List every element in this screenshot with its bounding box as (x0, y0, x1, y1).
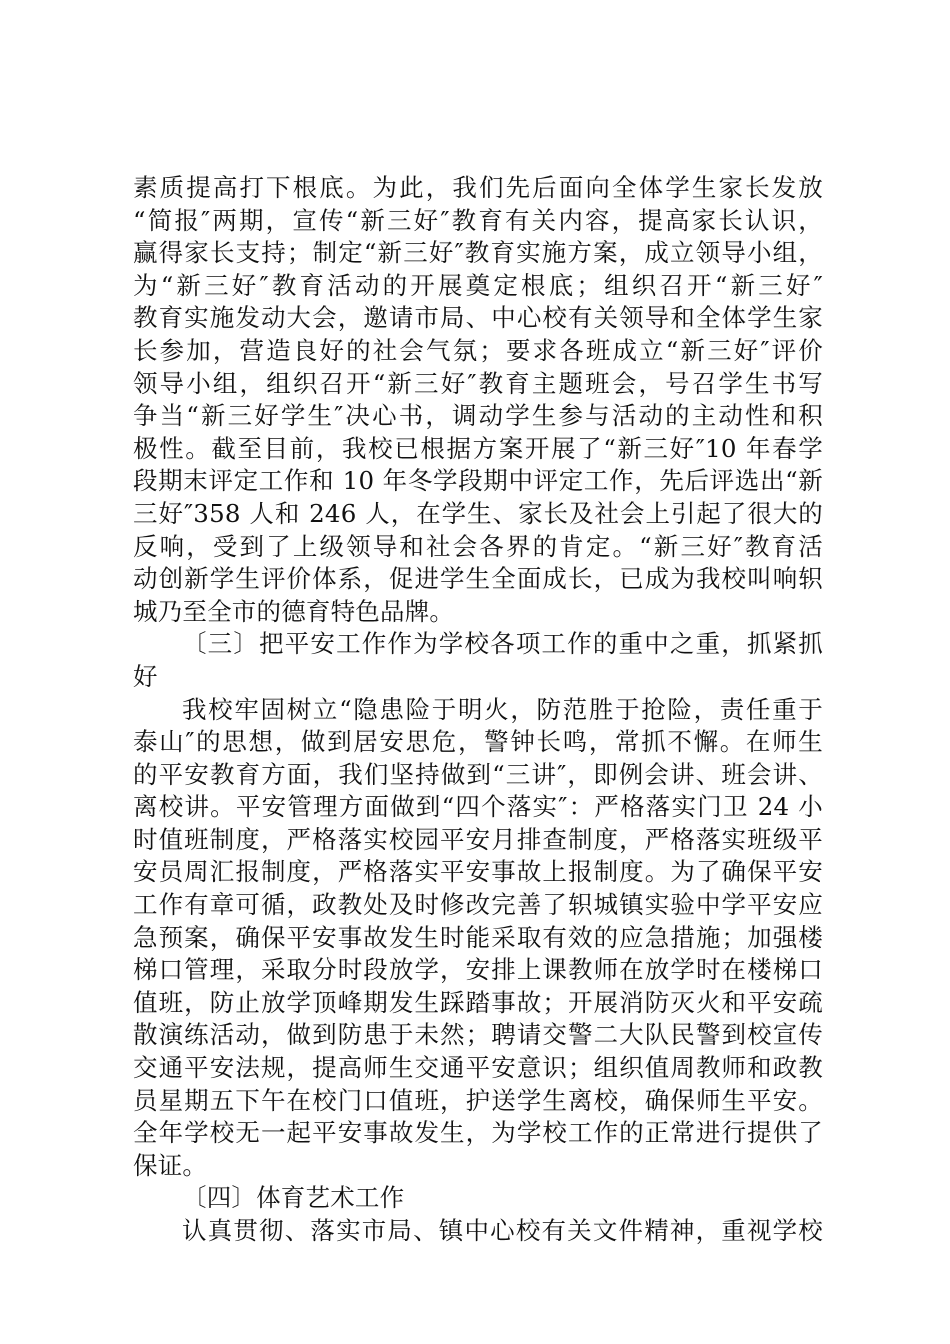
text-line: 散演练活动，做到防患于未然；聘请交警二大队民警到校宣传 (133, 1020, 823, 1050)
text-line: 教育实施发动大会，邀请市局、中心校有关领导和全体学生家 (133, 303, 823, 333)
text-line: 交通平安法规，提高师生交通平安意识；组织值周教师和政教 (133, 1053, 823, 1083)
document-body (133, 172, 823, 1248)
text-line: 素质提高打下根底。为此，我们先后面向全体学生家长发放 (133, 173, 823, 202)
heading-line: 〔四〕体育艺术工作 (182, 1183, 405, 1213)
text-line: 保证。 (133, 1150, 208, 1180)
text-line: 安员周汇报制度，严格落实平安事故上报制度。为了确保平安 (133, 857, 823, 887)
text-line: 我校牢固树立“隐患险于明火，防范胜于抢险，责任重于 (182, 694, 823, 724)
text-line: 梯口管理，采取分时段放学，安排上课教师在放学时在楼梯口 (133, 955, 823, 985)
text-line: 值班，防止放学顶峰期发生踩踏事故；开展消防灭火和平安疏 (133, 987, 823, 1017)
text-line: 时值班制度，严格落实校园平安月排查制度，严格落实班级平 (133, 824, 823, 854)
text-line: 城乃至全市的德育特色品牌。 (133, 596, 455, 626)
text-line: 离校讲。平安管理方面做到“四个落实″：严格落实门卫 24 小 (133, 792, 823, 822)
text-line: 动创新学生评价体系，促进学生全面成长，已成为我校叫响轵 (133, 564, 823, 594)
paragraph-sports-arts (133, 1215, 823, 1248)
section-heading-3 (133, 628, 823, 693)
text-line: 急预案，确保平安事故发生时能采取有效的应急措施；加强楼 (133, 922, 823, 952)
paragraph-new-three-good (133, 172, 823, 628)
paragraph-safety-work (133, 694, 823, 1183)
text-line: 反响，受到了上级领导和社会各界的肯定。“新三好″教育活 (133, 531, 823, 561)
text-line: 赢得家长支持；制定“新三好″教育实施方案，成立领导小组， (133, 238, 823, 268)
text-line: 领导小组，组织召开“新三好″教育主题班会，号召学生书写 (133, 368, 823, 398)
text-line: 泰山″的思想，做到居安思危，警钟长鸣，常抓不懈。在师生 (133, 727, 823, 757)
text-line: 极性。截至目前，我校已根据方案开展了“新三好″10 年春学 (133, 433, 823, 463)
text-line: 为“新三好″教育活动的开展奠定根底；组织召开“新三好″ (133, 270, 823, 300)
text-line: 三好″358 人和 246 人，在学生、家长及社会上引起了很大的 (133, 498, 823, 528)
text-line: 全年学校无一起平安事故发生，为学校工作的正常进行提供了 (133, 1118, 823, 1148)
text-line: 员星期五下午在校门口值班，护送学生离校，确保师生平安。 (133, 1085, 823, 1115)
text-line: 认真贯彻、落实市局、镇中心校有关文件精神，重视学校 (182, 1216, 823, 1245)
text-line: 工作有章可循，政教处及时修改完善了轵城镇实验中学平安应 (133, 890, 823, 920)
text-line: 段期末评定工作和 10 年冬学段期中评定工作，先后评选出“新 (133, 466, 823, 496)
text-line: 长参加，营造良好的社会气氛；要求各班成立“新三好″评价 (133, 335, 823, 365)
text-line: 的平安教育方面，我们坚持做到“三讲″，即例会讲、班会讲、 (133, 759, 823, 789)
text-line: “简报″两期，宣传“新三好″教育有关内容，提高家长认识， (133, 205, 823, 235)
section-heading-4 (133, 1182, 823, 1215)
heading-line: 好 (133, 661, 158, 691)
text-line: 争当“新三好学生″决心书，调动学生参与活动的主动性和积 (133, 401, 823, 431)
heading-line: 〔三〕把平安工作作为学校各项工作的重中之重，抓紧抓 (182, 629, 823, 659)
